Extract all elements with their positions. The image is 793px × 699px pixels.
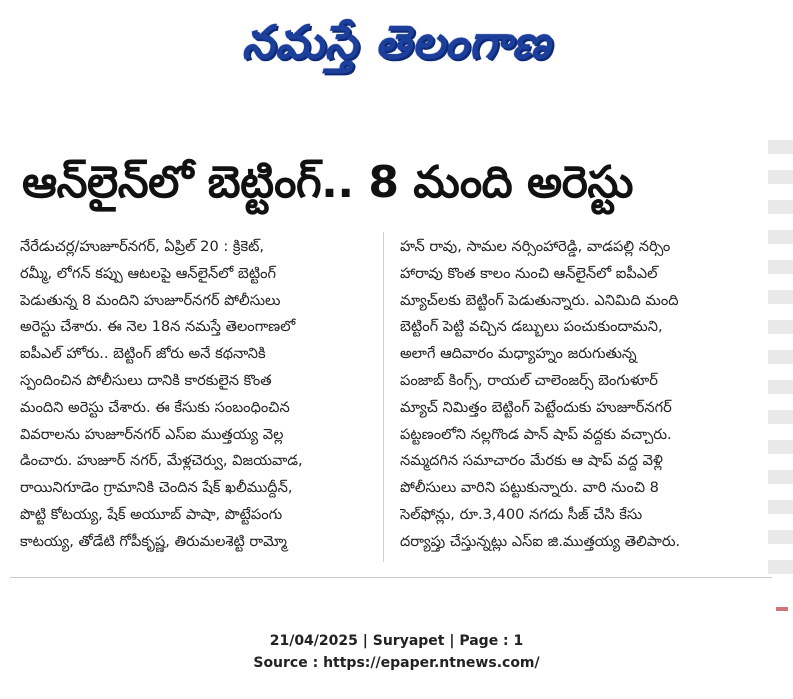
body-line: డించారు. హుజూర్ నగర్, మేళ్లచెర్వు, విజయవాడ, [20,452,303,470]
edge-fragment [768,470,793,484]
edge-fragment [768,170,793,184]
edge-fragment [768,230,793,244]
edge-fragment [768,140,793,154]
body-line: అరెస్టు చేశారు. ఈ నెల 18న నమస్తే తెలంగాణలో [20,318,296,336]
edge-fragment [768,200,793,214]
edge-fragment [768,530,793,544]
body-line: సెల్‌ఫోన్లు, రూ.3,400 నగదు సీజ్ చేసి కేసు [400,505,643,523]
body-line: హన్ రావు, సామల నర్సింహారెడ్డి, వాడపల్లి నర్సిం [400,238,671,255]
body-line: స్పందించిన పోలీసులు దానికి కారకులైన కొంత [20,371,272,389]
edge-fragment [768,380,793,394]
body-line: కాటయ్య, తోడేటి గోపీకృష్ణ, తిరుమలశెట్టి రామ్మో [20,532,287,550]
article-headline: ఆన్‌లైన్‌లో బెట్టింగ్.. 8 మంది అరెస్టు [22,157,633,208]
body-line: మందిని అరెస్టు చేశారు. ఈ కేసుకు సంబంధించిన [20,398,290,416]
edge-mark [776,607,788,611]
article-column-right [400,234,742,556]
edge-fragment [768,350,793,364]
masthead-logo-text: నమస్తే తెలంగాణ [241,15,552,69]
edge-fragment [768,500,793,514]
column-divider [383,232,384,562]
edge-fragment [768,290,793,304]
footer-date-edition: 21/04/2025 | Suryapet | Page : 1 [269,633,524,649]
article-column-left [20,234,368,556]
body-line: ఐపీఎల్ హోరు.. బెట్టింగ్ జోరు అనే కథనానికి [20,345,266,363]
adjacent-article-edge [768,130,793,600]
body-line: మ్యాచ్ నిమిత్తం బెట్టింగ్ పెట్టేందుకు హుజూర్‌నగర్ [400,398,672,416]
body-line: అలాగే ఆదివారం మధ్యాహ్నం జరుగుతున్న [400,345,637,363]
body-line: రమ్మీ, లోగన్ కప్పు ఆటలపై ఆన్‌లైన్‌లో బెట్టింగ్ [20,264,276,282]
body-line: నమ్మదగిన సమాచారం మేరకు ఆ షాప్ వద్ద వెళ్లి [400,452,663,470]
body-line: పట్టణంలోని నల్లగొండ పాన్ షాప్ వద్దకు వచ్చారు. [400,425,672,443]
body-line: పొట్టి కోటయ్య, షేక్ అయూబ్ పాషా, పొట్టేపంగు [20,505,283,523]
edge-fragment [768,320,793,334]
body-line: నేరేడుచర్ల/హుజూర్‌నగర్, ఏప్రిల్ 20 : క్రికెట్, [20,238,265,255]
body-line: మ్యాచ్‌లకు బెట్టింగ్ పెడుతున్నారు. ఎనిమిది మంది [400,291,679,309]
edge-fragment [768,440,793,454]
edge-fragment [768,560,793,574]
body-line: పోలీసులు వారిని పట్టుకున్నారు. వారి నుంచి 8 [400,479,659,497]
clipping-footer [0,630,793,674]
body-line: దర్యాప్తు చేస్తున్నట్లు ఎస్ఐ జి.ముత్తయ్య తెలిపారు. [400,532,681,550]
body-line: రాయినిగూడెం గ్రామానికి చెందిన షేక్ ఖలీముద్దీన్, [20,479,293,497]
body-line: పంజాబ్ కింగ్స్, రాయల్ చాలెంజర్స్ బెంగుళూర్ [400,371,658,389]
body-line: వివరాలను హుజూర్‌నగర్ ఎస్ఐ ముత్తయ్య వెల్ల [20,425,284,443]
edge-fragment [768,260,793,274]
masthead [0,10,793,74]
edge-fragment [768,410,793,424]
body-line: పెడుతున్న 8 మందిని హుజూర్‌నగర్ పోలీసులు [20,291,281,309]
bottom-rule [10,577,772,578]
footer-source: Source : https://epaper.ntnews.com/ [253,655,540,671]
body-line: బెట్టింగ్ పెట్టి వచ్చిన డబ్బులు పంచుకుందామని, [400,318,663,336]
body-line: హారావు కొంత కాలం నుంచి ఆన్‌లైన్‌లో ఐపీఎల్ [400,264,658,282]
